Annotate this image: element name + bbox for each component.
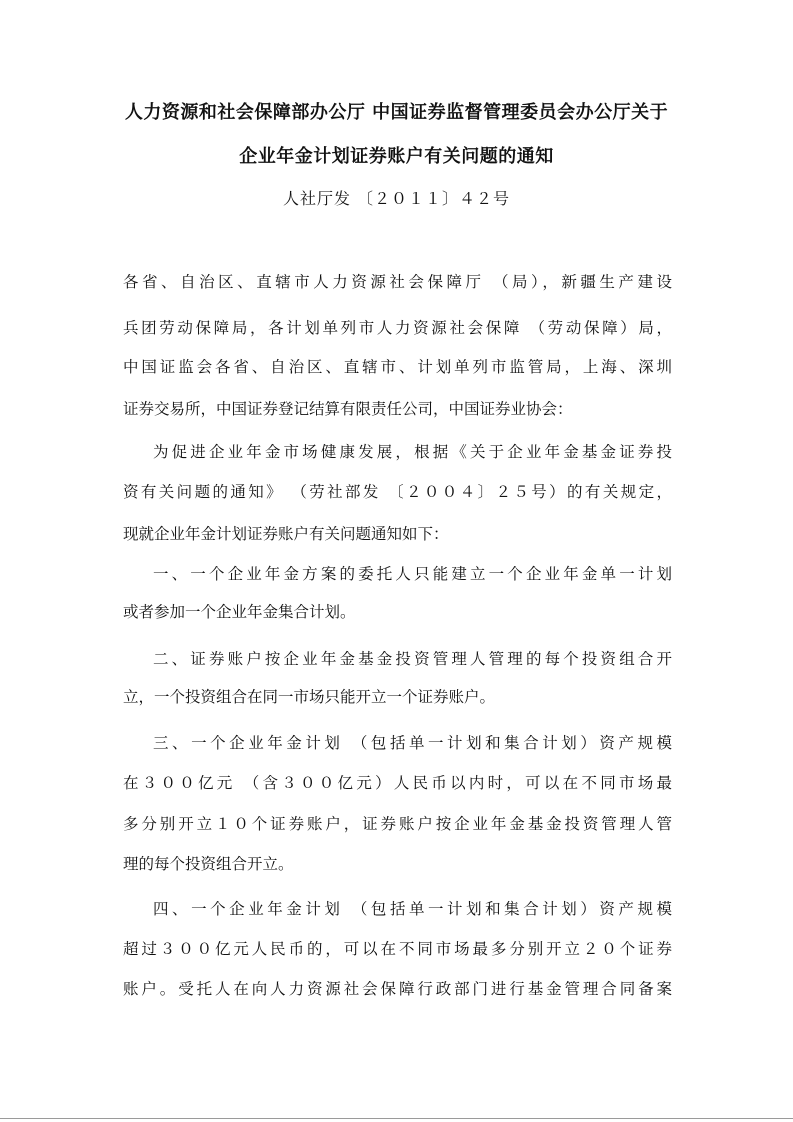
item-2-line: 二、证券账户按企业年金基金投资管理人管理的每个投资组合开 bbox=[153, 650, 672, 668]
item-1-line: 或者参加一个企业年金集合计划。 bbox=[123, 603, 356, 621]
item-3-line: 理的每个投资组合开立。 bbox=[123, 855, 294, 873]
item-3-line: 在３００亿元 （含３００亿元）人民币以内时，可以在不同市场最 bbox=[123, 774, 672, 792]
page-bottom-edge bbox=[0, 1118, 793, 1119]
item-3-line: 多分别开立１０个证券账户，证券账户按企业年金基金投资管理人管 bbox=[123, 815, 672, 833]
item-3-line: 三、一个企业年金计划 （包括单一计划和集合计划）资产规模 bbox=[153, 734, 672, 752]
intro-line: 资有关问题的通知》 （劳社部发 〔２００４〕２５号）的有关规定， bbox=[123, 483, 672, 501]
intro-line: 现就企业年金计划证券账户有关问题通知如下： bbox=[123, 525, 449, 543]
item-4-line: 超过３００亿元人民币的，可以在不同市场最多分别开立２０个证券 bbox=[123, 940, 672, 958]
addressee-line: 兵团劳动保障局，各计划单列市人力资源社会保障 （劳动保障）局， bbox=[123, 319, 672, 337]
document-number: 人社厅发 〔２０１１〕４２号 bbox=[282, 189, 511, 208]
item-4-line: 四、一个企业年金计划 （包括单一计划和集合计划）资产规模 bbox=[153, 900, 672, 918]
addressee-line: 各省、自治区、直辖市人力资源社会保障厅 （局），新疆生产建设 bbox=[123, 273, 672, 291]
addressee-line: 中国证监会各省、自治区、直辖市、计划单列市监管局，上海、深圳 bbox=[123, 358, 672, 376]
document-title-line-1: 人力资源和社会保障部办公厅 中国证券监督管理委员会办公厅关于 bbox=[124, 102, 669, 123]
intro-line: 为促进企业年金市场健康发展，根据《关于企业年金基金证券投 bbox=[153, 443, 672, 461]
addressee-line: 证券交易所，中国证券登记结算有限责任公司，中国证券业协会： bbox=[123, 400, 573, 418]
item-4-line: 账户。受托人在向人力资源社会保障行政部门进行基金管理合同备案 bbox=[123, 980, 672, 998]
item-1-line: 一、一个企业年金方案的委托人只能建立一个企业年金单一计划 bbox=[153, 565, 672, 583]
item-2-line: 立，一个投资组合在同一市场只能开立一个证券账户。 bbox=[123, 688, 496, 706]
document-title-line-2: 企业年金计划证券账户有关问题的通知 bbox=[239, 146, 554, 167]
